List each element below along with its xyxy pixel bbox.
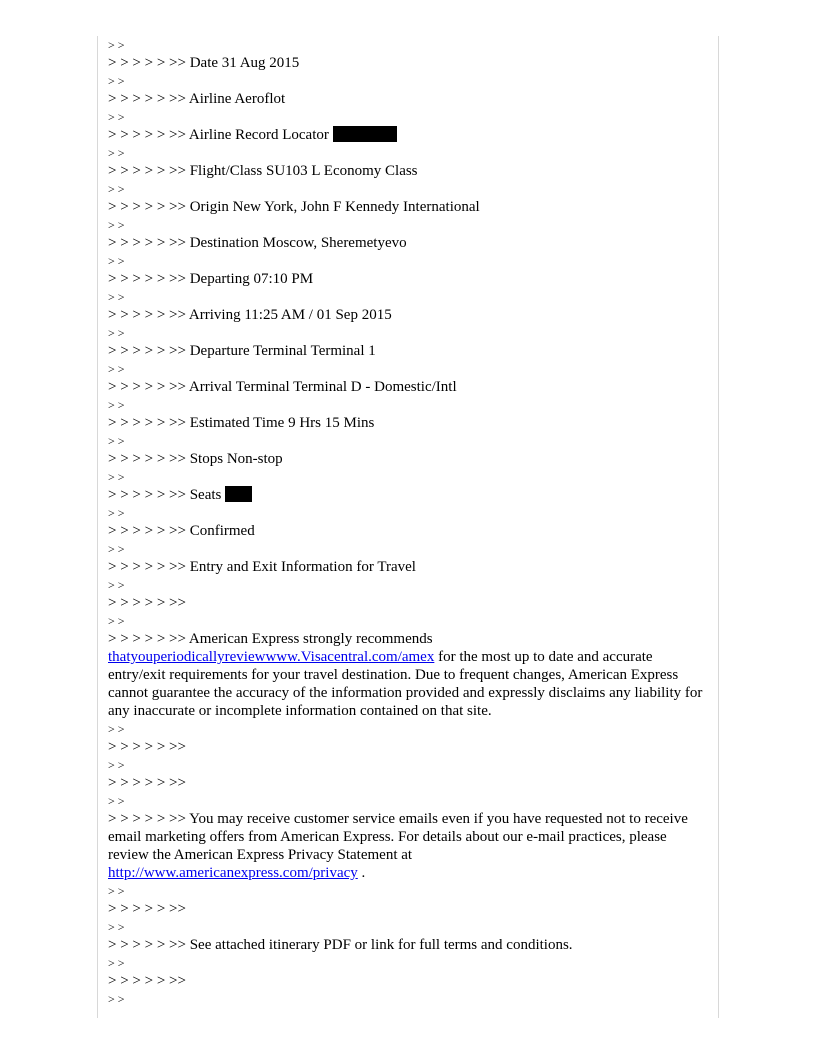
privacy-text: You may receive customer service emails even if you have requested not to receive email marketing offers from American Express. For details about our e-mail practices, please review the American Express Privacy Statement at [108,811,688,863]
entry-exit-heading [108,558,708,576]
field-label: Airline Record Locator [188,127,329,143]
quote-prefix: > > > > > >> [108,307,186,323]
quote-prefix: > > > > > >> [108,199,186,215]
field-value: Terminal D - Domestic/Intl [293,379,457,395]
privacy-link[interactable]: http://www.americanexpress.com/privacy [108,865,358,881]
field-arriving [108,306,708,324]
field-value: SU103 L Economy Class [266,163,418,179]
quote-marker: > > [108,542,125,556]
field-arrival-terminal [108,378,708,396]
redacted-record-locator [333,126,397,142]
quote-marker: > > [108,362,125,376]
confirmed-line [108,522,708,540]
field-label: Flight/Class [189,163,263,179]
quote-prefix: > > > > > >> [108,523,186,539]
quote-prefix: > > > > > >> [108,379,186,395]
quote-marker: > > [108,398,125,412]
field-label: Airline [188,91,232,107]
quote-prefix: > > > > > >> [108,811,186,827]
quote-marker: > > [108,182,125,196]
field-flight-class [108,162,708,180]
quote-prefix-empty: > > > > > >> [108,595,186,611]
quote-prefix: > > > > > >> [108,91,186,107]
quote-prefix: > > > > > >> [108,235,186,251]
field-value: 9 Hrs 15 Mins [288,415,375,431]
field-destination [108,234,708,252]
field-value: 31 Aug 2015 [221,55,300,71]
field-record-locator [108,126,708,144]
field-date [108,54,708,72]
quote-marker: > > [108,434,125,448]
quote-prefix-empty: > > > > > >> [108,901,186,917]
quote-marker: > > [108,992,125,1006]
quote-prefix: > > > > > >> [108,415,186,431]
quote-prefix: > > > > > >> [108,937,186,953]
quote-prefix: > > > > > >> [108,271,186,287]
privacy-tail: . [361,865,366,881]
field-value: 11:25 AM / 01 Sep 2015 [244,307,392,323]
recommend-lead: American Express strongly recommends [188,631,433,647]
confirmed-status: Confirmed [189,523,255,539]
field-airline [108,90,708,108]
quote-marker: > > [108,722,125,736]
quote-marker: > > [108,506,125,520]
field-value: 07:10 PM [253,271,314,287]
quote-marker: > > [108,794,125,808]
quote-marker: > > [108,146,125,160]
field-departing [108,270,708,288]
quote-prefix: > > > > > >> [108,451,186,467]
quote-prefix: > > > > > >> [108,343,186,359]
quote-marker: > > [108,254,125,268]
field-value: Non-stop [226,451,283,467]
quote-marker: > > [108,110,125,124]
amex-recommendation [108,630,708,720]
field-value: Terminal 1 [310,343,376,359]
quote-marker: > > [108,614,125,628]
field-label: Arrival Terminal [188,379,290,395]
quote-prefix: > > > > > >> [108,559,186,575]
field-label: Origin [189,199,229,215]
field-label: Stops [189,451,224,467]
recommend-text: for the most up to date and accurate entry/exit requirements for your travel destination. Due to frequent changes, American Express cannot guarantee the accuracy of the information provided and expressly disclaims any liability for any inaccurate or incomplete information contained on that site. [108,649,703,719]
quote-marker: > > [108,38,125,52]
quote-marker: > > [108,956,125,970]
field-label: Arriving [188,307,241,323]
quote-marker: > > [108,758,125,772]
field-label: Destination [189,235,259,251]
quote-marker: > > [108,470,125,484]
quote-prefix: > > > > > >> [108,163,186,179]
quote-prefix: > > > > > >> [108,631,186,647]
quote-prefix: > > > > > >> [108,127,186,143]
field-value: New York, John F Kennedy International [232,199,480,215]
redacted-seats [225,486,252,502]
quote-prefix-empty: > > > > > >> [108,775,186,791]
field-estimated-time [108,414,708,432]
itinerary-text: See attached itinerary PDF or link for full terms and conditions. [189,937,573,953]
field-label: Seats [189,487,222,503]
quote-marker: > > [108,920,125,934]
quote-marker: > > [108,218,125,232]
quote-prefix: > > > > > >> [108,487,186,503]
field-label: Estimated Time [189,415,285,431]
field-value: Moscow, Sheremetyevo [262,235,407,251]
field-label: Date [189,55,219,71]
field-value: Aeroflot [234,91,286,107]
section-heading: Entry and Exit Information for Travel [189,559,416,575]
quote-marker: > > [108,326,125,340]
field-label: Departing [189,271,250,287]
quote-marker: > > [108,74,125,88]
quote-prefix: > > > > > >> [108,55,186,71]
privacy-notice [108,810,708,882]
field-label: Departure Terminal [189,343,308,359]
visacentral-link[interactable]: thatyouperiodicallyreviewwww.Visacentral.com/amex [108,649,435,665]
quote-marker: > > [108,578,125,592]
quote-marker: > > [108,290,125,304]
field-seats [108,486,708,504]
field-departure-terminal [108,342,708,360]
email-body [108,36,708,1008]
field-origin [108,198,708,216]
quote-marker: > > [108,884,125,898]
quote-prefix-empty: > > > > > >> [108,973,186,989]
itinerary-note [108,936,708,954]
field-stops [108,450,708,468]
quote-prefix-empty: > > > > > >> [108,739,186,755]
